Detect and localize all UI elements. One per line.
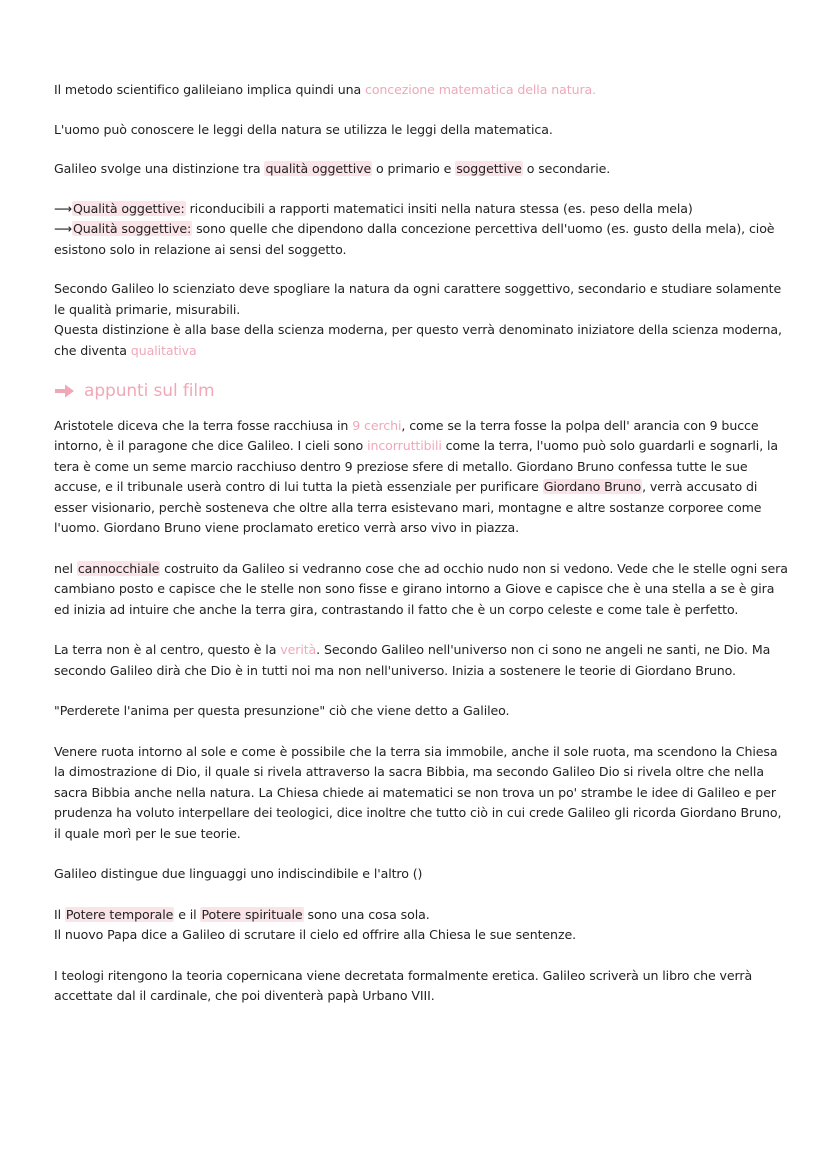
notes-body [54, 80, 789, 1007]
paragraph-cannocchiale: nel cannocchiale costruito da Galileo si vedranno cose che ad occhio nudo non si vedono. Vede che le stelle ogni sera cambiano posto e capisce che le stelle non sono fisse e girano intorno a Giove e capisce che è una stella a se è gira ed inizia ad intuire che anche la terra gira, contrastando il fatto che è un corpo celeste e come tale è perfetto. [54, 560, 788, 617]
arrow-right-icon [54, 383, 76, 399]
highlight-term: Potere spirituale [201, 906, 303, 922]
highlight-term: Qualità oggettive: [72, 200, 185, 216]
paragraph-teologi: I teologi ritengono la teoria copernicana viene decretata formalmente eretica. Galileo scriverà un libro che verrà accettate dal il cardinale, che poi diventerà papà Urbano VIII. [54, 967, 753, 1003]
highlight-term: qualità oggettive [265, 161, 372, 176]
arrow-icon: ⟶ [54, 200, 72, 216]
pink-term: 9 cerchi [352, 417, 402, 433]
section-heading [54, 381, 789, 402]
paragraph-venere: Venere ruota intorno al sole e come è possibile che la terra sia immobile, anche il sole ruota, ma scendono la Chiesa la dimostrazione di Dio, il quale si rivela attraverso la sacra Bibbia, ma secondo Galileo Dio si rivela oltre che nella sacra Bibbia anche nella natura. La Chiesa chiede ai matematici se non trova un po' strambe le idee di Galileo e per prudenza ha voluto interpellare dei teologici, dice inoltre che tutto ciò in cui crede Galileo gli ricorda Giordano Bruno, il quale morì per le sue teorie. [54, 743, 782, 841]
highlight-term: Qualità soggettive: [72, 221, 192, 236]
highlight-term: soggettive [456, 161, 522, 176]
pink-term: qualitativa [130, 342, 197, 358]
paragraph-potere: Il Potere temporale e il Potere spirituale sono una cosa sola. Il nuovo Papa dice a Galileo di scrutare il cielo ed offrire alla Chiesa le sue sentenze. [54, 906, 577, 942]
paragraph-metodo: Il metodo scientifico galileiano implica quindi una concezione matematica della natura. [54, 82, 597, 97]
paragraph-citazione: "Perderete l'anima per questa presunzione" ciò che viene detto a Galileo. [54, 703, 510, 718]
paragraph-qualita: ⟶Qualità oggettive: riconducibili a rapporti matematici insiti nella natura stessa (es. peso della mela) ⟶Qualità soggettive: sono quelle che dipendono dalla concezione percettiva dell'uomo (es. gusto della mela), cioè esistono solo in relazione ai sensi del soggetto. [54, 200, 775, 257]
highlight-term: Potere temporale [65, 906, 174, 922]
paragraph-scienziato: Secondo Galileo lo scienziato deve spogliare la natura da ogni carattere soggettivo, secondario e studiare solamente le qualità primarie, misurabili. Questa distinzione è alla base della scienza moderna, per questo verrà denominato iniziatore della scienza moderna, che diventa qualitativa [54, 281, 782, 358]
pink-term: concezione matematica della natura. [365, 82, 597, 97]
highlight-term: Giordano Bruno [543, 479, 642, 494]
pink-term: verità [280, 642, 317, 657]
paragraph-aristotele: Aristotele diceva che la terra fosse racchiusa in 9 cerchi, come se la terra fosse la polpa dell' arancia con 9 bucce intorno, è il paragone che dice Galileo. I cieli sono incorruttibili come la terra, l'uomo può solo guardarli e sognarli, la tera è come un seme marcio racchiuso dentro 9 preziose sfere di metallo. Giordano Bruno confessa tutte le sue accuse, e il tribunale userà contro di lui tutta la pietà essenziale per purificare Giordano Bruno, verrà accusato di esser visionario, perchè sosteneva che oltre alla terra esistevano mari, montagne e altre sostanze corporee come l'uomo. Giordano Bruno viene proclamato eretico verrà arso vivo in piazza. [54, 417, 779, 535]
highlight-term: cannocchiale [77, 560, 160, 576]
section-heading-label: appunti sul film [84, 381, 215, 401]
paragraph-distinzione: Galileo svolge una distinzione tra qualità oggettive o primario e soggettive o secondarie. [54, 161, 611, 176]
paragraph-linguaggi: Galileo distingue due linguaggi uno indiscindibile e l'altro () [54, 866, 423, 881]
paragraph-uomo: L'uomo può conoscere le leggi della natura se utilizza le leggi della matematica. [54, 121, 553, 137]
arrow-icon: ⟶ [54, 221, 72, 236]
paragraph-verita: La terra non è al centro, questo è la verità. Secondo Galileo nell'universo non ci sono ne angeli ne santi, ne Dio. Ma secondo Galileo dirà che Dio è in tutti noi ma non nell'universo. Inizia a sostenere le teorie di Giordano Bruno. [54, 642, 771, 678]
pink-term: incorruttibili [367, 438, 442, 453]
